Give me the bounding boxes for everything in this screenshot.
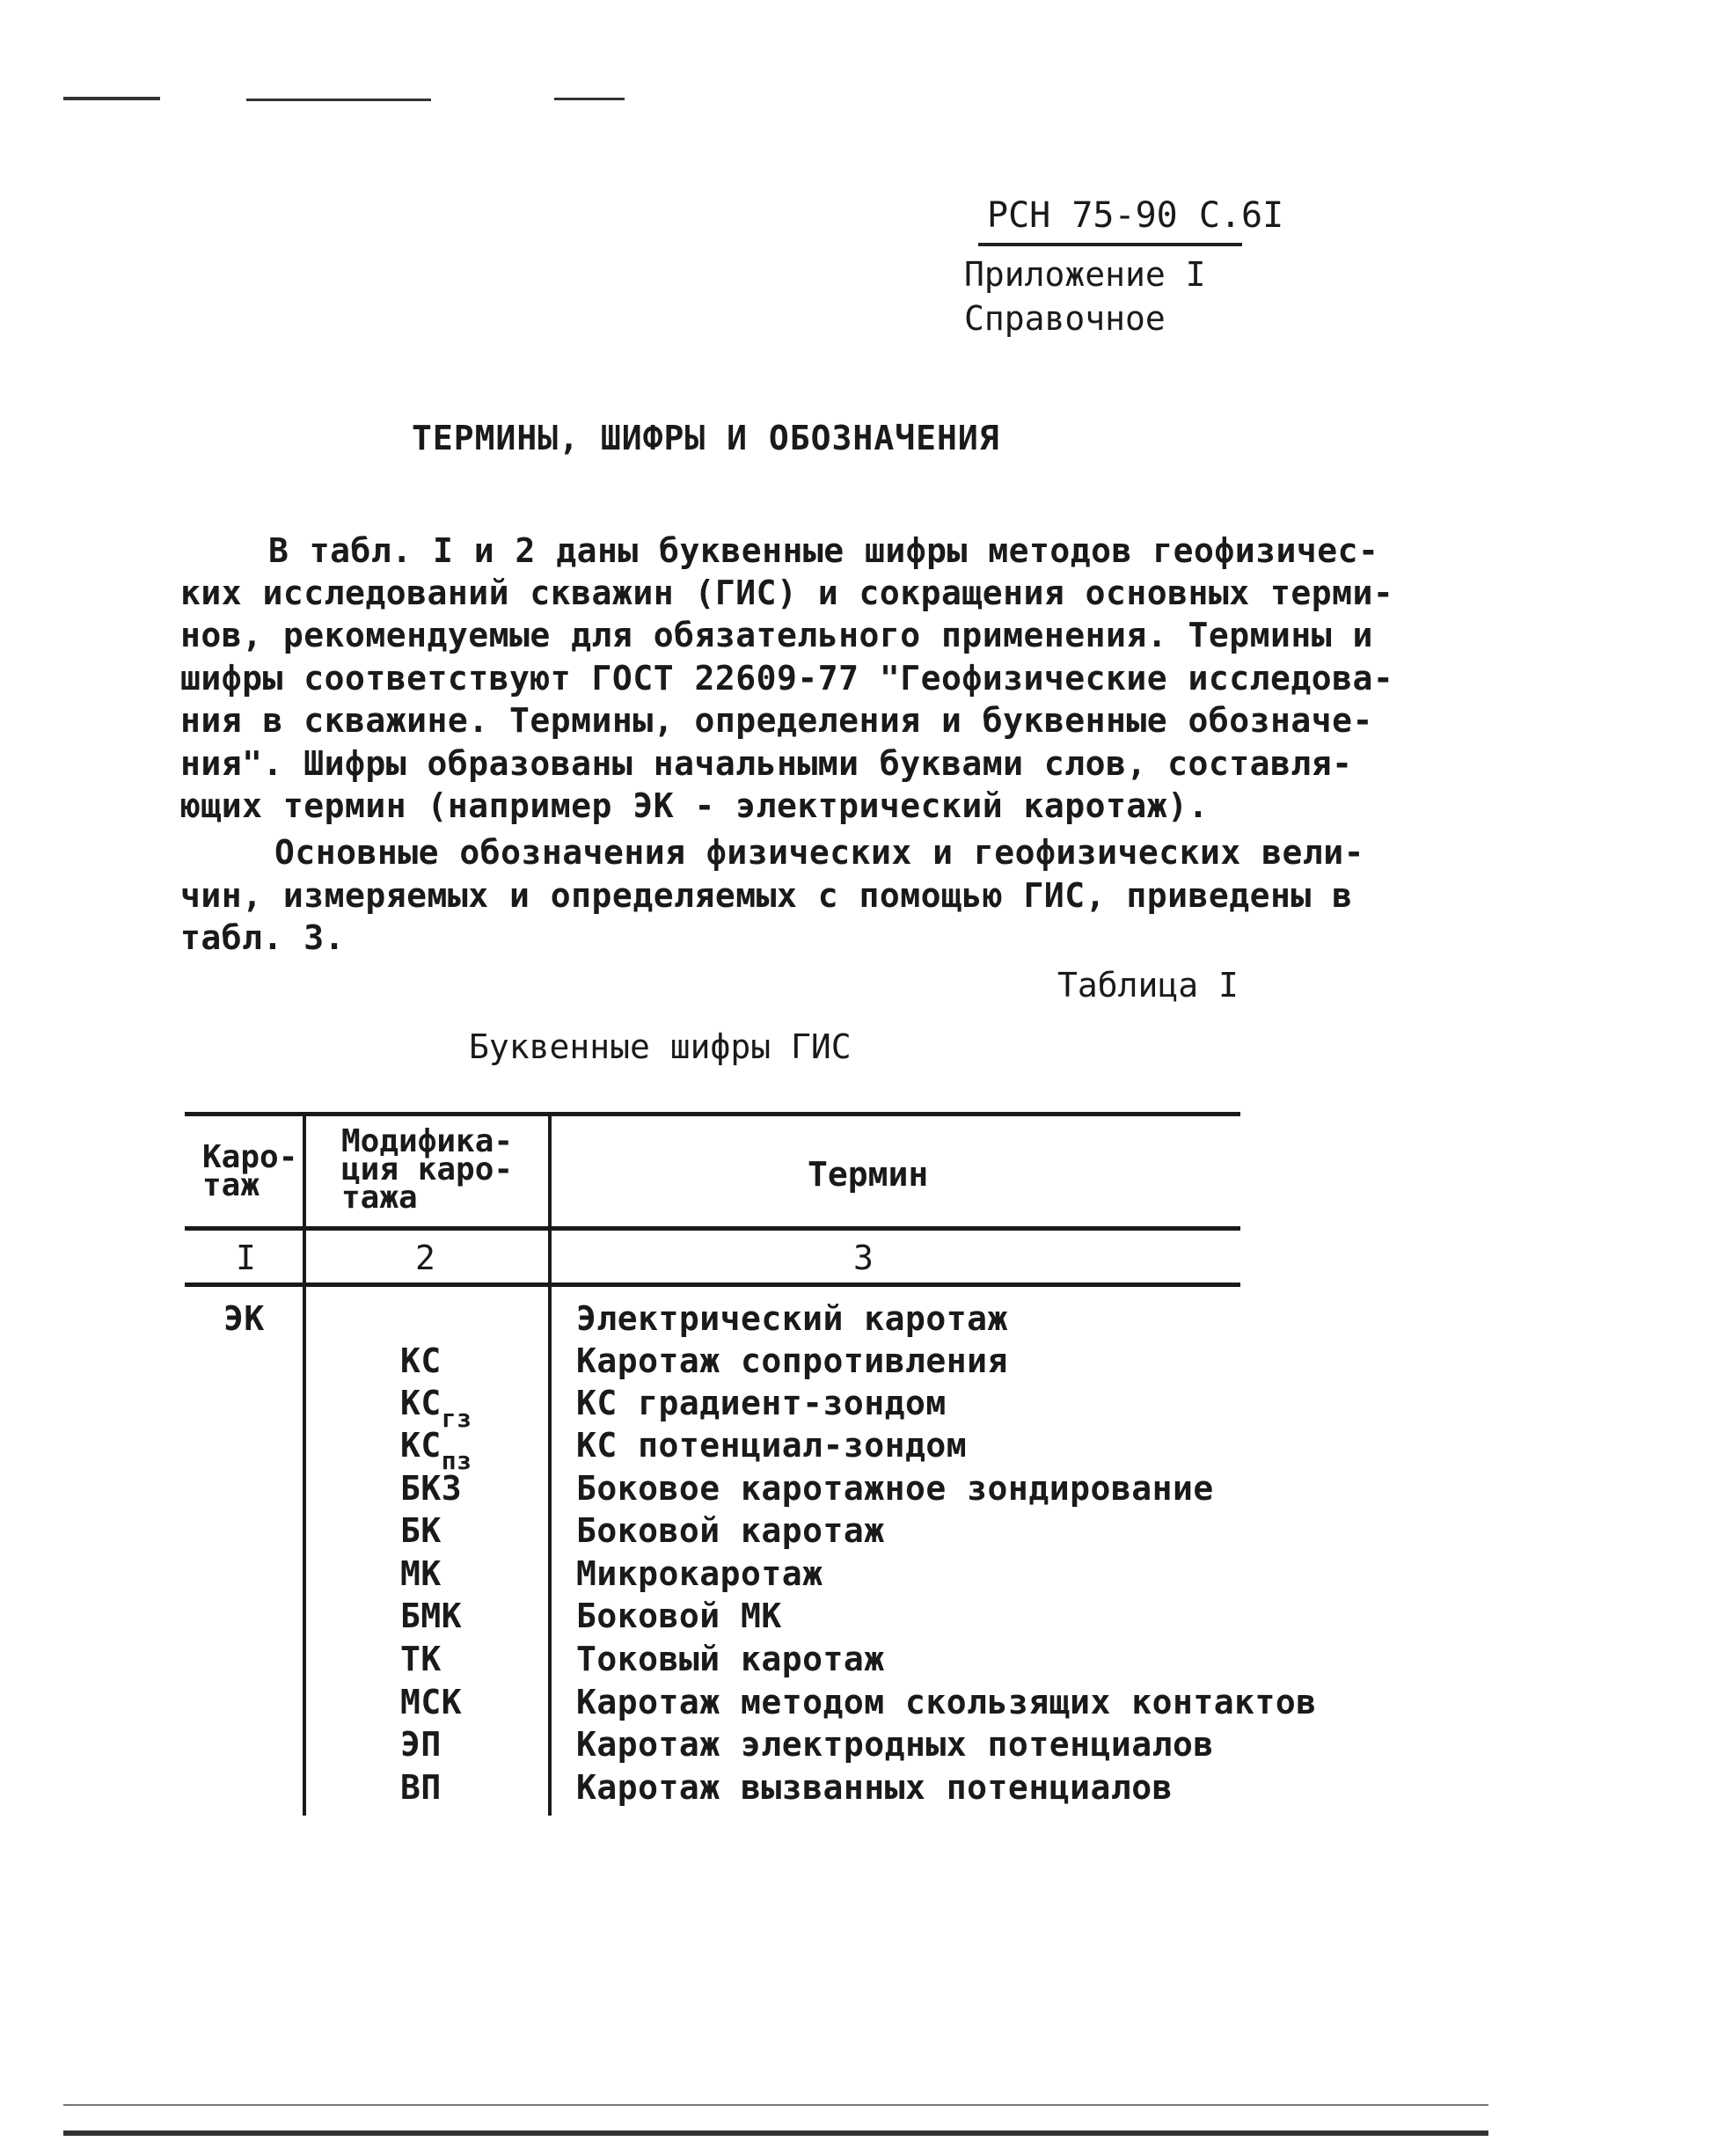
paragraph-line: нов, рекомендуемые для обязательного применения. Термины и: [180, 616, 1373, 654]
paragraph-line: ющих термин (например ЭК - электрический каротаж).: [180, 786, 1209, 825]
scan-mark: [63, 97, 160, 100]
header-line: тажа: [341, 1180, 418, 1216]
modification-cell: ЭП: [400, 1725, 442, 1764]
paragraph-line: чин, измеряемых и определяемых с помощью ГИС, приведены в: [180, 876, 1353, 915]
scan-mark: [554, 98, 625, 100]
header-line: ция каро-: [341, 1151, 514, 1188]
modification-cell: МСК: [400, 1683, 463, 1721]
paragraph-line: ния в скважине. Термины, определения и буквенные обозначе-: [180, 701, 1373, 740]
table-number: Таблица I: [1057, 966, 1239, 1005]
column-divider: [303, 1112, 306, 1816]
page-title: ТЕРМИНЫ, ШИФРЫ И ОБОЗНАЧЕНИЯ: [412, 419, 1000, 457]
term-cell: КС потенциал-зондом: [576, 1426, 968, 1465]
paragraph-line: ния". Шифры образованы начальными буквами слов, составля-: [180, 744, 1353, 783]
header-line: Каро-: [202, 1139, 298, 1175]
column-number: 3: [853, 1239, 874, 1277]
modification-cell: ВП: [400, 1768, 442, 1807]
table-top-rule: [185, 1112, 1240, 1116]
modification-cell: МК: [400, 1554, 442, 1593]
modification-text: КС: [400, 1426, 442, 1465]
term-cell: Боковое каротажное зондирование: [576, 1469, 1214, 1508]
modification-cell: БКЗ: [400, 1469, 463, 1508]
column-divider: [548, 1112, 552, 1816]
column-header-modification: [341, 1123, 514, 1216]
header-underline: [978, 243, 1242, 246]
paragraph-line: табл. 3.: [180, 918, 346, 957]
header-line: Модифика-: [341, 1123, 514, 1159]
term-cell: Каротаж сопротивления: [576, 1341, 1008, 1380]
modification-text: КС: [400, 1384, 442, 1422]
term-cell: КС градиент-зондом: [576, 1384, 947, 1422]
column-number: I: [236, 1239, 256, 1277]
paragraph-line: шифры соответствуют ГОСТ 22609-77 "Геофизические исследова-: [180, 659, 1394, 698]
modification-cell: БК: [400, 1511, 442, 1550]
modification-cell: КС: [400, 1341, 442, 1380]
column-header-term: Термин: [808, 1155, 929, 1194]
paragraph-line: ких исследований скважин (ГИС) и сокращения основных терми-: [180, 574, 1394, 612]
modification-cell: БМК: [400, 1597, 463, 1635]
document-code: РСН 75-90 С.6I: [987, 195, 1284, 236]
term-cell: Каротаж методом скользящих контактов: [576, 1683, 1317, 1721]
term-cell: Микрокаротаж: [576, 1554, 823, 1593]
modification-cell: ТК: [400, 1640, 442, 1678]
modification-cell: [400, 1384, 472, 1433]
log-cell: ЭК: [223, 1299, 265, 1338]
scan-bottom-border-thin: [63, 2104, 1488, 2106]
term-cell: Токовый каротаж: [576, 1640, 885, 1678]
term-cell: Боковой МК: [576, 1597, 782, 1635]
table-header-rule: [185, 1226, 1240, 1231]
scan-bottom-border: [63, 2130, 1488, 2136]
modification-subscript: пз: [441, 1446, 472, 1475]
modification-subscript: гз: [441, 1404, 472, 1433]
appendix-label: Приложение I: [964, 255, 1206, 294]
table-number-rule: [185, 1283, 1240, 1287]
term-cell: Боковой каротаж: [576, 1511, 885, 1550]
column-number: 2: [415, 1239, 435, 1277]
term-cell: Каротаж электродных потенциалов: [576, 1725, 1214, 1764]
paragraph-line: Основные обозначения физических и геофизических вели-: [274, 833, 1365, 872]
term-cell: Каротаж вызванных потенциалов: [576, 1768, 1173, 1807]
paragraph-line: В табл. I и 2 даны буквенные шифры методов геофизичес-: [268, 531, 1379, 570]
reference-label: Справочное: [964, 299, 1166, 338]
header-line: таж: [202, 1167, 260, 1203]
table-caption: Буквенные шифры ГИС: [469, 1027, 852, 1066]
term-cell: Электрический каротаж: [576, 1299, 1008, 1338]
modification-cell: [400, 1426, 472, 1475]
column-header-log: [202, 1139, 298, 1203]
scan-mark: [246, 99, 431, 101]
